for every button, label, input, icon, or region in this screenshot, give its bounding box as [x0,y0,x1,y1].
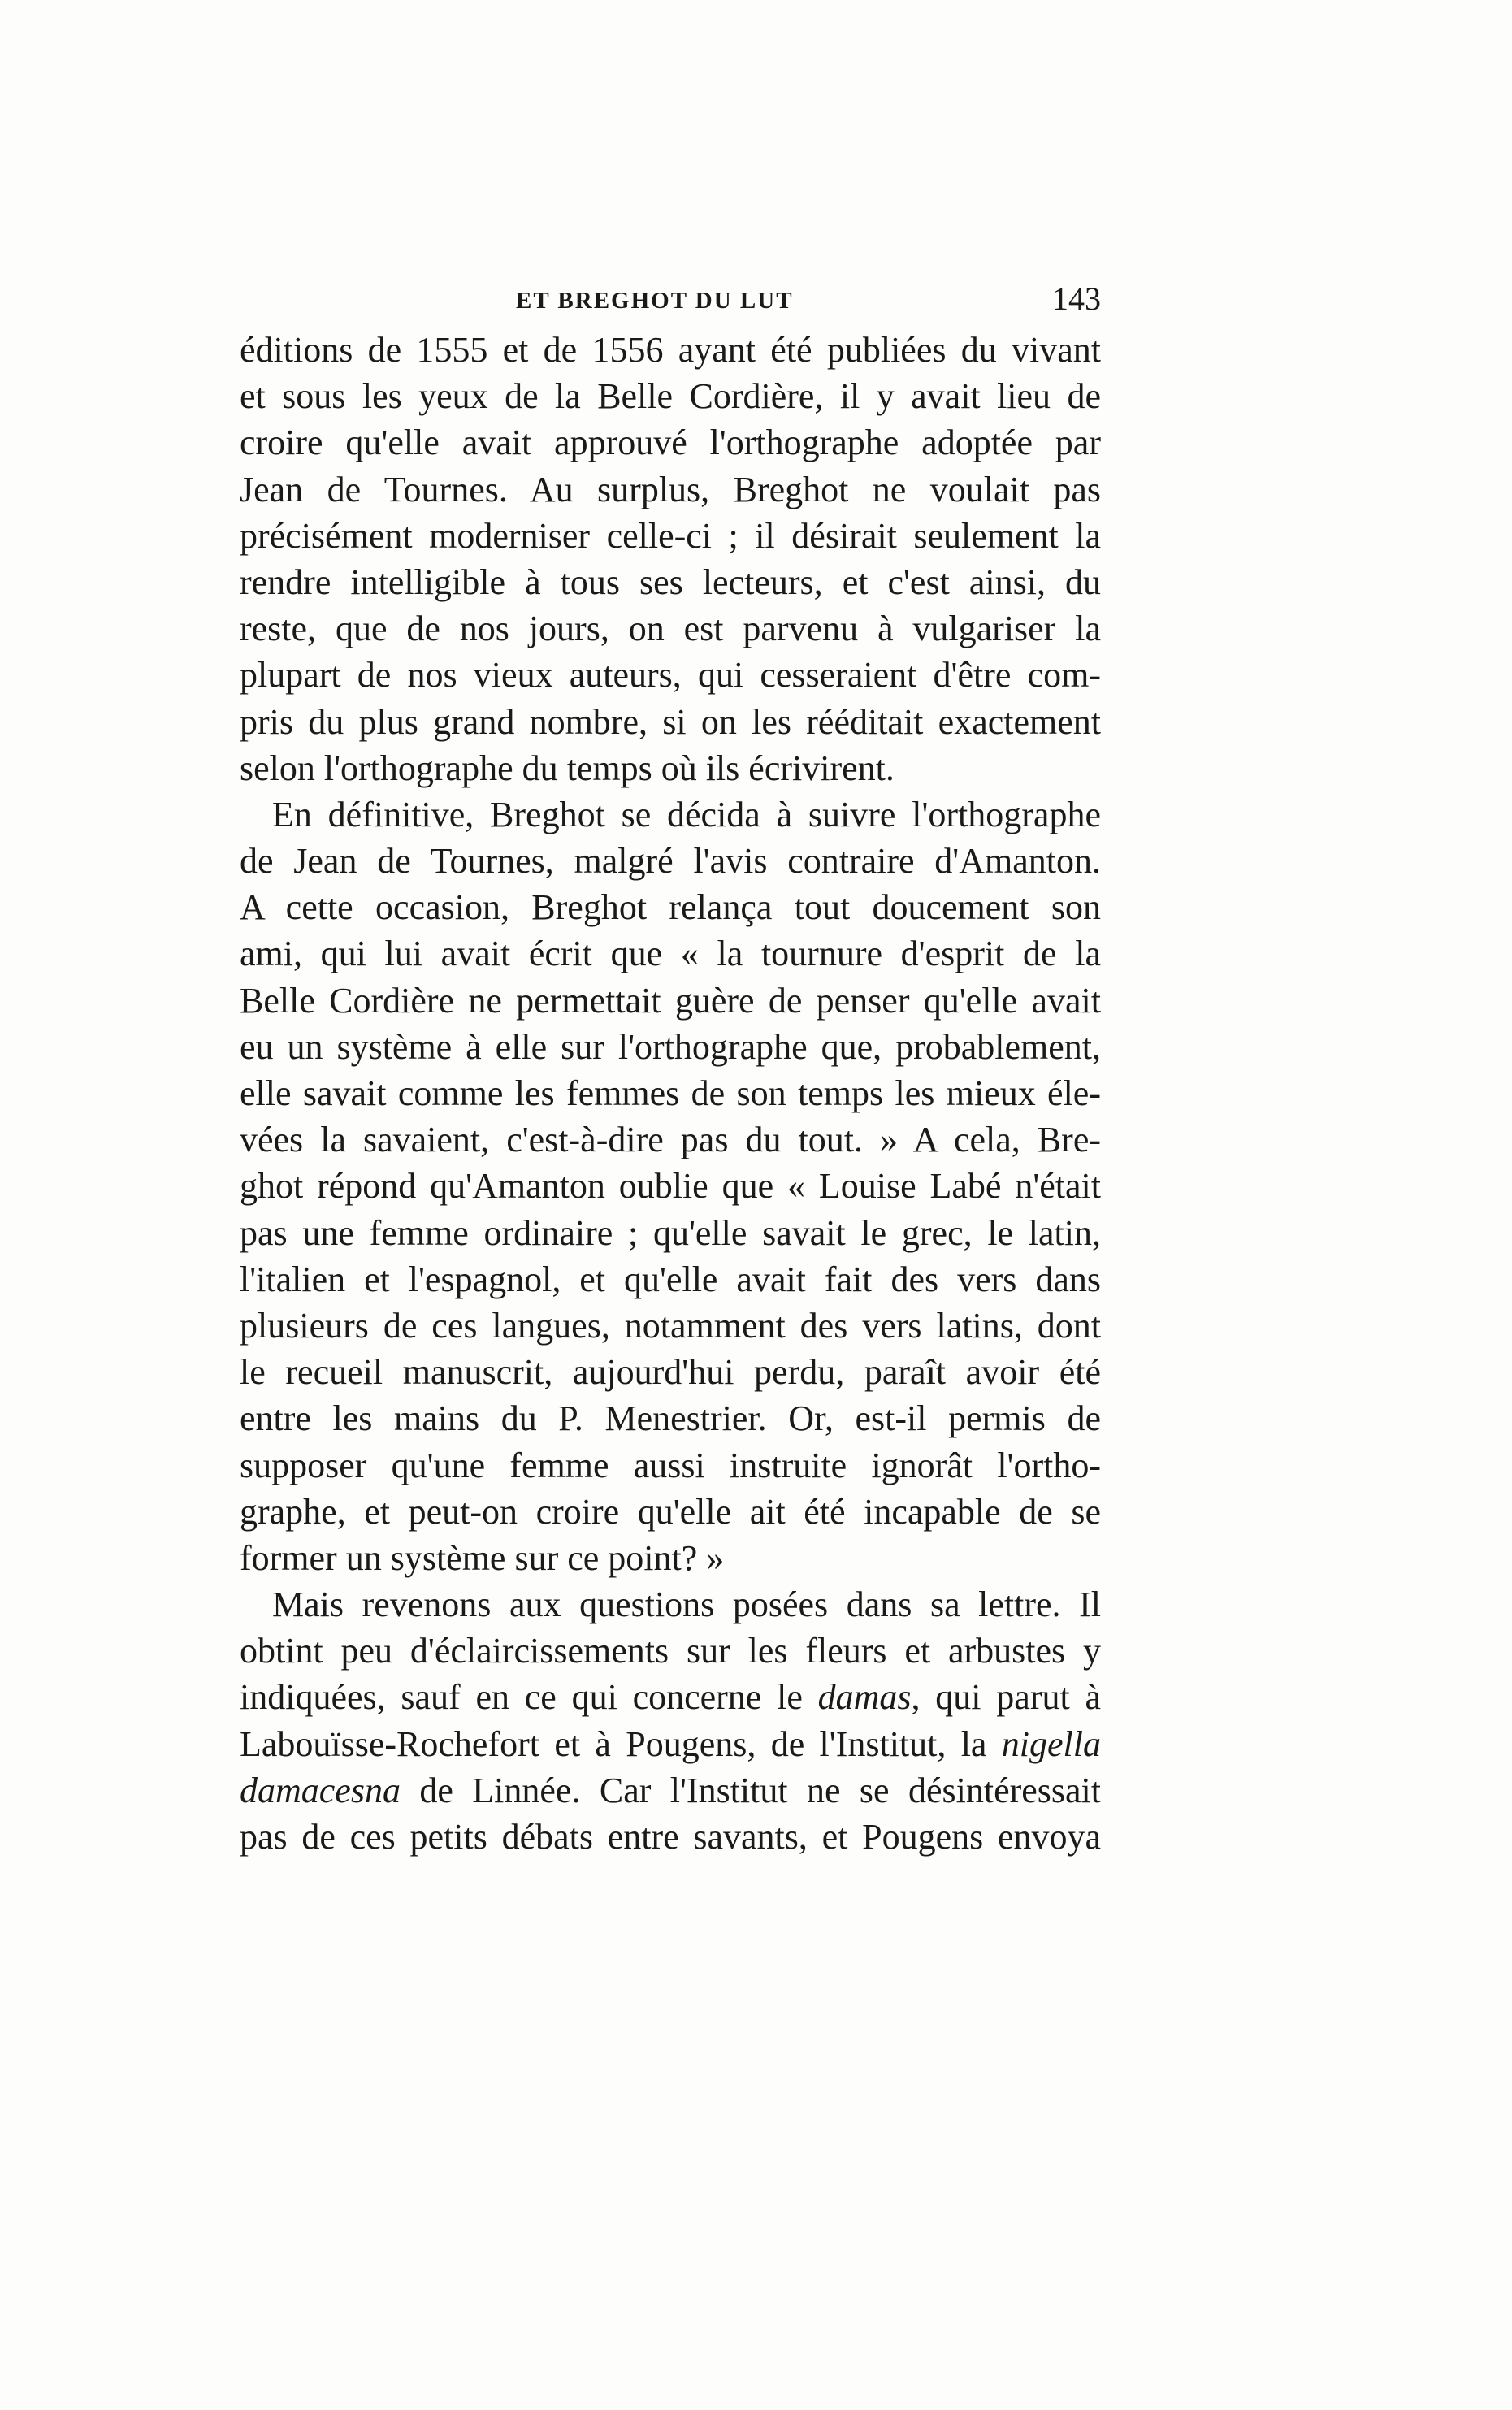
page-number: 143 [1052,280,1101,317]
text-line: Belle Cordière ne permettait guère de penser qu'elle avait [240,980,1101,1021]
text-line: et sous les yeux de la Belle Cordière, il y avait lieu de [240,376,1101,417]
text-line: plupart de nos vieux auteurs, qui cesseraient d'être com- [240,655,1101,696]
italic-term: damas [817,1677,912,1718]
text-line: rendre intelligible à tous ses lecteurs, et c'est ainsi, du [240,561,1101,602]
text-line: pas de ces petits débats entre savants, et Pougens envoya [240,1817,1101,1857]
body-text [240,327,1101,1860]
text-line: obtint peu d'éclaircissements sur les fleurs et arbustes y [240,1631,1101,1671]
text-line: elle savait comme les femmes de son temps les mieux éle- [240,1073,1101,1113]
text-line: l'italien et l'espagnol, et qu'elle avait fait des vers dans [240,1259,1101,1299]
text-line: former un système sur ce point? » [240,1537,725,1578]
text-line: pas une femme ordinaire ; qu'elle savait le grec, le latin, [240,1212,1101,1253]
text-line: le recueil manuscrit, aujourd'hui perdu, paraît avoir été [240,1352,1101,1393]
text-fragment: indiquées, sauf en ce qui concerne le [240,1677,803,1718]
running-title: ET BREGHOT DU LUT [516,288,794,314]
text-line: supposer qu'une femme aussi instruite ignorât l'ortho- [240,1445,1101,1485]
text-line: précisément moderniser celle-ci ; il désirait seulement la [240,515,1101,556]
paragraph-start-line: Mais revenons aux questions posées dans sa lettre. Il [272,1584,1101,1625]
text-line: Jean de Tournes. Au surplus, Breghot ne voulait pas [240,469,1101,509]
text-line-with-italic [240,1721,1101,1767]
text-line: éditions de 1555 et de 1556 ayant été publiées du vivant [240,330,1101,370]
text-line: reste, que de nos jours, on est parvenu à vulgariser la [240,609,1101,649]
text-line: croire qu'elle avait approuvé l'orthographe adoptée par [240,423,1101,463]
text-line-with-italic [240,1767,1101,1814]
text-line: plusieurs de ces langues, notamment des vers latins, dont [240,1305,1101,1346]
text-line: de Jean de Tournes, malgré l'avis contraire d'Amanton. [240,841,1101,882]
text-line: vées la savaient, c'est-à-dire pas du tout. » A cela, Bre- [240,1120,1101,1160]
text-line: selon l'orthographe du temps où ils écrivirent. [240,748,895,788]
text-fragment: , qui parut à [911,1677,1101,1718]
text-fragment: Labouïsse-Rochefort et à Pougens, de l'Institut, la [240,1723,987,1764]
text-line-with-italic [240,1674,1101,1720]
italic-term: nigella [1001,1723,1101,1764]
text-line: ghot répond qu'Amanton oublie que « Louise Labé n'était [240,1166,1101,1207]
text-line: graphe, et peut-on croire qu'elle ait été incapable de se [240,1491,1101,1532]
page-header [240,276,1101,325]
text-fragment: de Linnée. Car l'Institut ne se désintéressait [419,1770,1102,1810]
paragraph-start-line: En définitive, Breghot se décida à suivre l'orthographe [272,794,1101,834]
text-line: pris du plus grand nombre, si on les rééditait exactement [240,701,1101,742]
text-line: eu un système à elle sur l'orthographe que, probablement, [240,1026,1101,1067]
text-line: A cette occasion, Breghot relança tout doucement son [240,887,1101,928]
italic-term: damacesna [240,1770,401,1810]
text-line: entre les mains du P. Menestrier. Or, est-il permis de [240,1398,1101,1439]
text-line: ami, qui lui avait écrit que « la tournure d'esprit de la [240,934,1101,974]
